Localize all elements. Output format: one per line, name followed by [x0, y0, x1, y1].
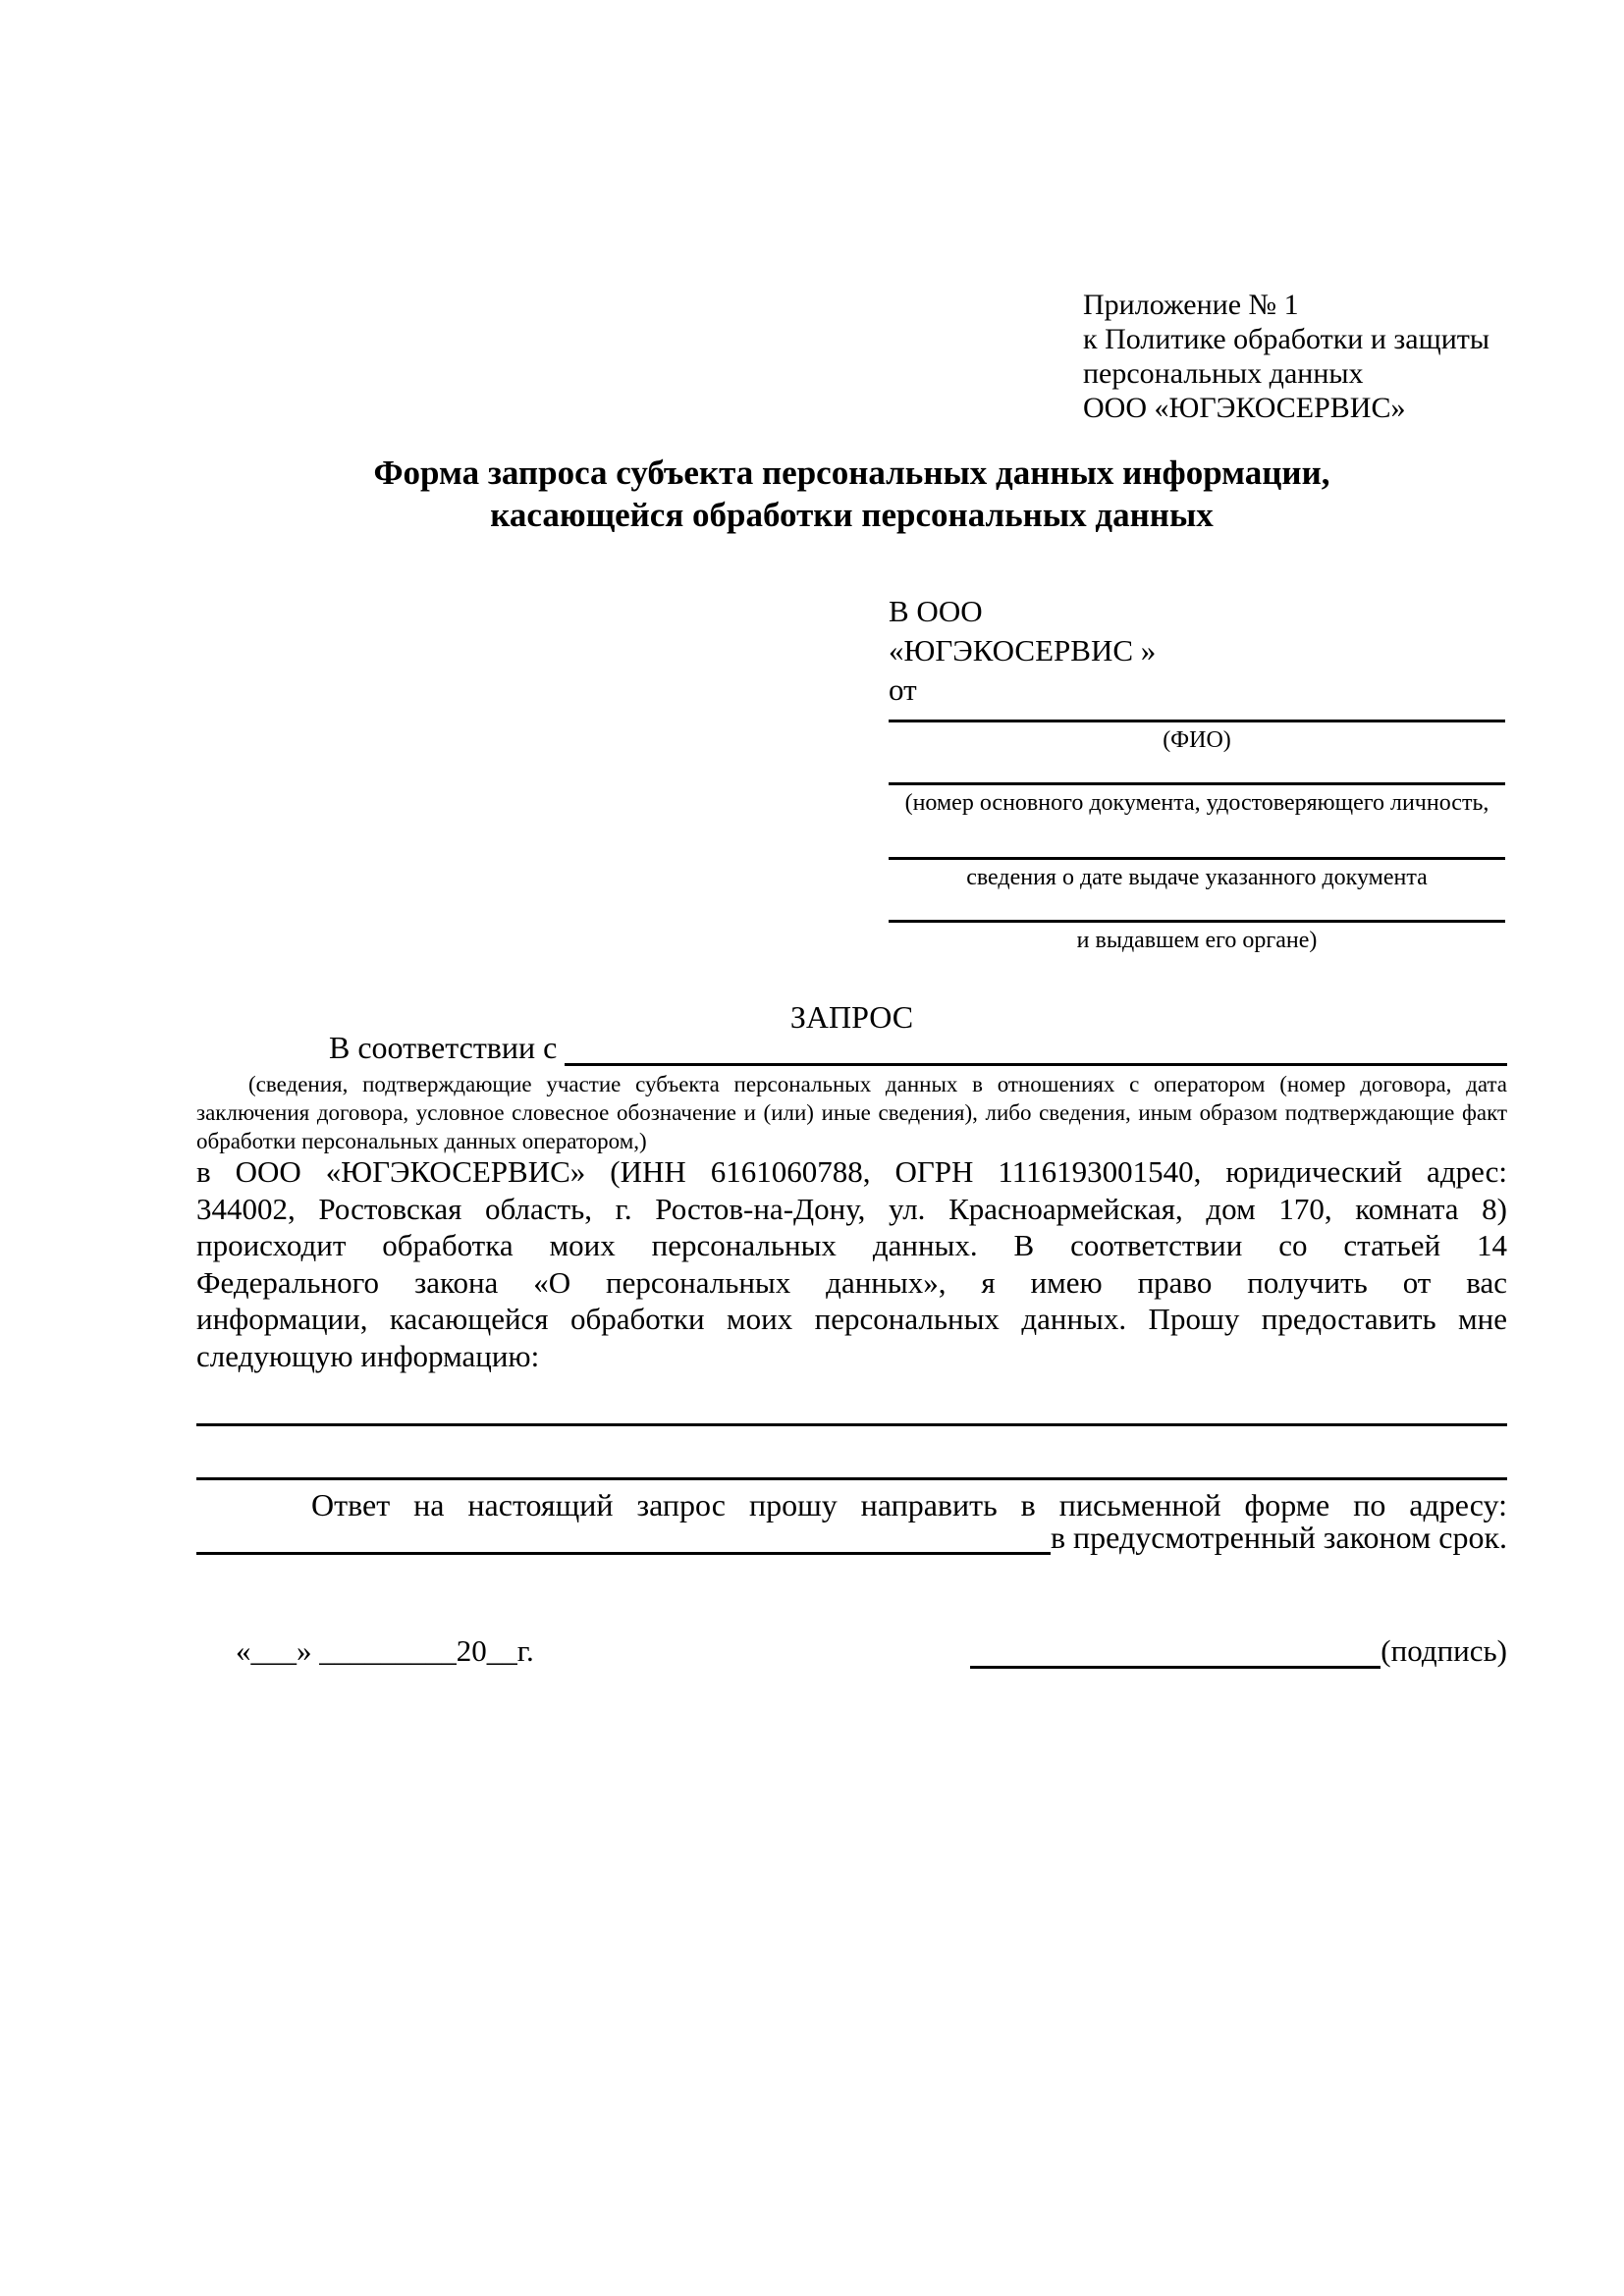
issuing-authority-caption: и выдавшем его органе)	[1076, 928, 1318, 953]
reply-line-2	[196, 1520, 1507, 1555]
body-line: 344002, Ростовская область, г. Ростов-на-Дону, ул. Красноармейская, дом 170, комната 8)	[196, 1191, 1507, 1226]
note-line: заключения договора, условное словесное обозначение и (или) иные сведения), либо сведения, иным образом подтверждающие факт	[196, 1100, 1507, 1125]
body-line: Федерального закона «О персональных данных», я имею право получить от вас	[196, 1264, 1507, 1300]
document-title	[196, 452, 1507, 536]
document-title-line-2: касающейся обработки персональных данных	[490, 496, 1214, 534]
signature-fill-line	[970, 1633, 1380, 1669]
note-line: обработки персональных данных оператором,)	[196, 1129, 647, 1153]
appendix-header	[1083, 288, 1535, 425]
recipient-block	[889, 592, 1505, 710]
appendix-line: персональных данных	[1083, 357, 1364, 390]
reply-line-1: Ответ на настоящий запрос прошу направить в письменной форме по адресу:	[311, 1487, 1507, 1522]
document-title-line-1: Форма запроса субъекта персональных данных информации,	[373, 454, 1330, 492]
information-fill-line-1	[196, 1423, 1507, 1426]
recipient-from-label: от	[889, 672, 917, 707]
note-paragraph	[196, 1070, 1507, 1155]
request-heading: ЗАПРОС	[789, 999, 914, 1035]
recipient-to-line-1: В ООО	[889, 594, 983, 628]
document-number-caption: (номер основного документа, удостоверяющего личность,	[904, 790, 1489, 816]
document-number-fill-line	[889, 782, 1505, 785]
appendix-line: Приложение № 1	[1083, 289, 1299, 321]
information-fill-line-2	[196, 1477, 1507, 1480]
accordance-line	[196, 1029, 1507, 1066]
reply-line-2-suffix: в предусмотренный законом срок.	[1050, 1520, 1507, 1555]
signature-row-spacer	[534, 1633, 971, 1669]
address-fill-line	[196, 1520, 1051, 1555]
issuing-authority-fill-line	[889, 920, 1505, 923]
body-line: информации, касающейся обработки моих персональных данных. Прошу предоставить мне	[196, 1302, 1507, 1337]
note-line: (сведения, подтверждающие участие субъекта персональных данных в отношениях с оператором (номер договора, дата	[248, 1072, 1507, 1096]
body-line: в ООО «ЮГЭКОСЕРВИС» (ИНН 6161060788, ОГРН 1116193001540, юридический адрес:	[196, 1154, 1507, 1189]
issue-date-fill-line	[889, 857, 1505, 860]
signature-row	[196, 1633, 1507, 1669]
fio-caption: (ФИО)	[1163, 727, 1231, 753]
fio-fill-line	[889, 720, 1505, 722]
recipient-to-line-2: «ЮГЭКОСЕРВИС »	[889, 633, 1157, 667]
date-placeholder: «___» _________20__г.	[236, 1633, 534, 1668]
body-line: происходит обработка моих персональных данных. В соответствии со статьей 14	[196, 1228, 1507, 1263]
signature-caption: (подпись)	[1380, 1633, 1507, 1668]
accordance-fill-line	[565, 1029, 1507, 1066]
accordance-label: В соответствии с	[329, 1030, 558, 1065]
body-line: следующую информацию:	[196, 1338, 540, 1373]
appendix-line: ООО «ЮГЭКОСЕРВИС»	[1083, 392, 1406, 424]
appendix-line: к Политике обработки и защиты	[1083, 323, 1490, 355]
body-paragraph	[196, 1153, 1507, 1375]
issue-date-caption: сведения о дате выдаче указанного документа	[966, 865, 1428, 890]
